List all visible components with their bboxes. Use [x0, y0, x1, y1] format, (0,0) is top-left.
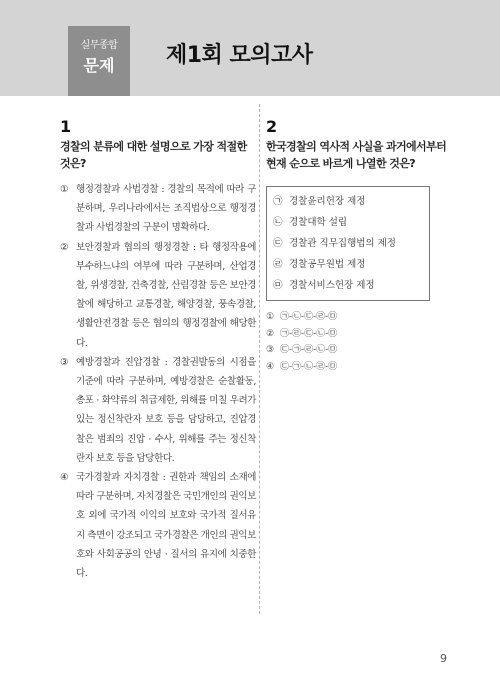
answer-marker: ② — [266, 328, 275, 339]
answer-option — [266, 359, 458, 376]
item — [273, 233, 421, 254]
answer-option — [266, 326, 458, 343]
question-2 — [266, 118, 458, 375]
item — [273, 275, 421, 296]
item-marker: ㉡ — [273, 217, 283, 228]
option-marker: ④ — [60, 472, 69, 484]
question-text: 한국경찰의 역사적 사실을 과거에서부터 현재 순으로 바르게 나열한 것은? — [266, 140, 447, 170]
item-marker: ㉠ — [273, 196, 283, 207]
section-tab — [68, 26, 130, 96]
answer-text: ㉠-㉣-㉢-㉡-㉤ — [280, 328, 338, 339]
option-marker: ② — [60, 241, 69, 253]
item-text: 경찰대학 설립 — [289, 217, 348, 228]
item-text: 경찰윤리헌장 제정 — [289, 196, 366, 207]
option-marker: ③ — [60, 356, 69, 368]
item-text: 경찰공무원법 제정 — [289, 259, 366, 270]
item-marker: ㉢ — [273, 238, 283, 249]
option-text: 보안경찰과 협의의 행정경찰 : 타 행정작용에 부수하느냐의 여부에 따라 구분하며, 산업경찰, 위생경찰, 건축경찰, 산림경찰 등은 보안경찰에 해당하고 교통경찰, 해양경찰, 풍속경찰, 생활안전경찰 등은 협의의 행정경찰에 해당한다. — [76, 241, 256, 349]
answer-marker: ③ — [266, 345, 275, 355]
column-divider — [259, 104, 260, 614]
option — [60, 353, 256, 468]
item-box — [266, 186, 430, 301]
item — [273, 191, 421, 212]
answer-text: ㉢-㉠-㉣-㉡-㉤ — [280, 345, 338, 355]
answer-text: ㉠-㉡-㉢-㉣-㉤ — [280, 312, 338, 322]
option-text: 예방경찰과 진압경찰 : 경찰권발동의 시점을 기준에 따라 구분하며, 예방경찰은 순찰활동, 총포 · 화약류의 취급제한, 위해를 미칠 우려가 있는 정신착란자 보호 등을 담당하고, 진압경찰은 범죄의 진압 · 수사, 위해를 주는 정신착란자 보호 등을 담당한다. — [76, 356, 256, 464]
section-subtitle: 실무종합 — [80, 40, 118, 51]
page-title: 제1회 모의고사 — [166, 43, 313, 68]
answer-option — [266, 342, 458, 359]
option — [60, 180, 256, 238]
question-text: 경찰의 분류에 대한 설명으로 가장 적절한 것은? — [60, 140, 247, 170]
answer-option — [266, 309, 458, 326]
answer-text: ㉢-㉠-㉡-㉣-㉤ — [280, 361, 338, 372]
question-number: 2 — [266, 117, 278, 136]
question-1 — [60, 118, 256, 583]
item-text: 경찰관 직무집행법의 제정 — [289, 238, 396, 249]
option-list — [60, 180, 256, 583]
option-text: 행정경찰과 사법경찰 : 경찰의 목적에 따라 구분하며, 우리나라에서는 조직법상으로 행정경찰과 사법경찰의 구분이 명확하다. — [76, 184, 256, 234]
page-number: 9 — [440, 652, 447, 665]
item-marker: ㉤ — [273, 280, 283, 291]
answer-list — [266, 309, 458, 375]
item-text: 경찰서비스헌장 제정 — [289, 280, 375, 291]
option — [60, 468, 256, 583]
option-marker: ① — [60, 184, 69, 195]
page-header — [0, 0, 500, 96]
section-label: 문제 — [83, 56, 115, 75]
item — [273, 212, 421, 233]
question-number: 1 — [60, 117, 72, 136]
answer-marker: ④ — [266, 361, 275, 372]
option-text: 국가경찰과 자치경찰 : 권한과 책임의 소재에 따라 구분하며, 자치경찰은 국민개인의 권익보호 외에 국가적 이익의 보호와 국가적 질서유지 측면이 강조되고 국가경찰은 개인의 권익보호와 사회공공의 안녕 · 질서의 유지에 치중한다. — [76, 472, 256, 580]
item-marker: ㉣ — [273, 259, 283, 270]
answer-marker: ① — [266, 312, 275, 322]
option — [60, 238, 256, 353]
item — [273, 254, 421, 275]
